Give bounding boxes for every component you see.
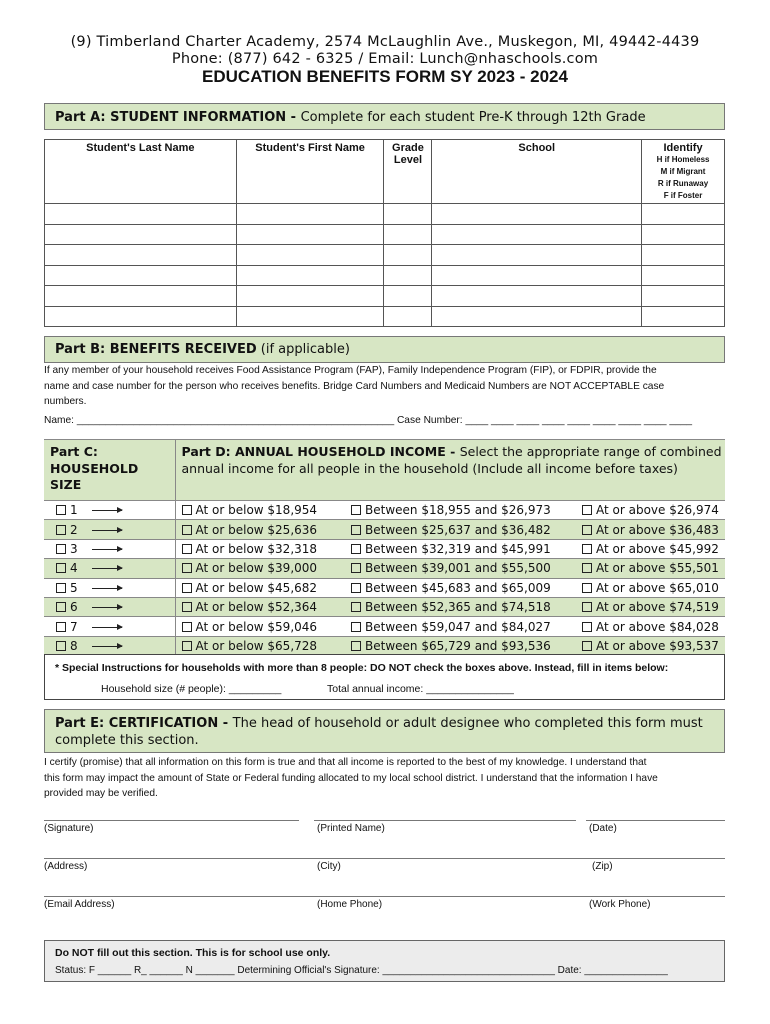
- income-high-option[interactable]: [576, 559, 725, 578]
- option-label: 2: [70, 522, 78, 537]
- work-phone-label: (Work Phone): [589, 899, 651, 910]
- arrow-right-icon: [92, 530, 122, 531]
- checkbox-icon[interactable]: [182, 505, 192, 515]
- part-b-header: [44, 336, 725, 363]
- special-instructions-text: * Special Instructions for households with more than 8 people: DO NOT check the boxes above. Instead, fill in items below:: [55, 662, 669, 674]
- identify-migrant: M if Migrant: [660, 167, 706, 176]
- checkbox-icon[interactable]: [56, 583, 66, 593]
- option-label: Between $25,637 and $36,482: [365, 522, 551, 537]
- form-title: EDUCATION BENEFITS FORM SY 2023 - 2024: [202, 67, 568, 86]
- checkbox-icon[interactable]: [582, 641, 592, 651]
- col-school: School: [432, 140, 642, 204]
- income-mid-option[interactable]: [345, 636, 576, 655]
- household-size-option[interactable]: [44, 578, 175, 597]
- signature-line[interactable]: [44, 820, 299, 821]
- option-label: Between $45,683 and $65,009: [365, 580, 551, 595]
- arrow-right-icon: [92, 568, 122, 569]
- income-row: [44, 520, 725, 539]
- checkbox-icon[interactable]: [582, 525, 592, 535]
- part-c-line3: SIZE: [50, 477, 82, 492]
- part-a-title: Part A: STUDENT INFORMATION -: [55, 110, 301, 125]
- part-d-header: [175, 440, 725, 501]
- income-high-option[interactable]: [576, 597, 725, 616]
- income-mid-option[interactable]: [345, 597, 576, 616]
- checkbox-icon[interactable]: [582, 602, 592, 612]
- printed-name-line[interactable]: [314, 820, 576, 821]
- income-row: [44, 539, 725, 558]
- part-d-title: Part D: ANNUAL HOUSEHOLD INCOME -: [181, 444, 460, 459]
- checkbox-icon[interactable]: [182, 641, 192, 651]
- option-label: Between $32,319 and $45,991: [365, 541, 551, 556]
- option-label: 8: [70, 638, 78, 653]
- cert-line1: I certify (promise) that all information on this form is true and that all income is reported to the best of my knowledge. I understand that: [44, 757, 647, 768]
- checkbox-icon[interactable]: [182, 583, 192, 593]
- option-label: At or above $36,483: [596, 522, 719, 537]
- school-use-box: [44, 940, 725, 982]
- income-low-option[interactable]: [175, 520, 345, 539]
- part-c-line2: HOUSEHOLD: [50, 460, 139, 476]
- printed-name-label: (Printed Name): [317, 823, 385, 834]
- income-row: [44, 501, 725, 520]
- option-label: At or above $45,992: [596, 541, 719, 556]
- income-low-option[interactable]: [175, 617, 345, 636]
- income-low-option[interactable]: [175, 539, 345, 558]
- col-identify: [642, 140, 725, 204]
- option-label: At or below $32,318: [195, 541, 318, 556]
- income-low-option[interactable]: [175, 636, 345, 655]
- school-contact: Phone: (877) 642 - 6325 / Email: Lunch@nhaschools.com: [171, 51, 599, 67]
- option-label: At or above $65,010: [596, 580, 719, 595]
- contact-line[interactable]: [44, 896, 725, 897]
- checkbox-icon[interactable]: [351, 525, 361, 535]
- option-label: At or above $55,501: [596, 561, 719, 576]
- checkbox-icon[interactable]: [56, 544, 66, 554]
- part-d-subtitle: Select the appropriate range of combined annual income for all people in the household (Include all income before taxes): [181, 444, 722, 476]
- student-table: [44, 139, 725, 327]
- household-size-option[interactable]: [44, 636, 175, 655]
- part-e-subtitle: The head of household or adult designee who completed this form must complete this section.: [55, 716, 703, 748]
- student-row: [45, 245, 725, 266]
- option-label: At or below $18,954: [195, 503, 318, 518]
- option-label: At or above $26,974: [596, 503, 719, 518]
- household-size-option[interactable]: [44, 617, 175, 636]
- date-label: (Date): [589, 823, 617, 834]
- income-table: [44, 439, 725, 655]
- identify-label: Identify: [663, 142, 703, 154]
- income-row: [44, 636, 725, 655]
- income-mid-option[interactable]: [345, 539, 576, 558]
- part-b-line1: If any member of your household receives Food Assistance Program (FAP), Family Independence Program (FIP), or FDPIR, provide the: [44, 365, 657, 376]
- household-size-option[interactable]: [44, 597, 175, 616]
- arrow-right-icon: [92, 588, 122, 589]
- checkbox-icon[interactable]: [182, 602, 192, 612]
- income-low-option[interactable]: [175, 559, 345, 578]
- identify-homeless: H if Homeless: [656, 155, 710, 164]
- household-size-option[interactable]: [44, 559, 175, 578]
- option-label: At or below $25,636: [195, 522, 318, 537]
- part-a-subtitle: Complete for each student Pre-K through 12th Grade: [300, 110, 646, 125]
- checkbox-icon[interactable]: [182, 525, 192, 535]
- col-first-name: Student's First Name: [236, 140, 384, 204]
- part-b-instructions: [44, 363, 730, 428]
- checkbox-icon[interactable]: [182, 563, 192, 573]
- arrow-right-icon: [92, 549, 122, 550]
- checkbox-icon[interactable]: [351, 505, 361, 515]
- option-label: At or above $93,537: [596, 638, 719, 653]
- checkbox-icon[interactable]: [351, 583, 361, 593]
- option-label: At or below $52,364: [195, 600, 318, 615]
- address-label: (Address): [44, 861, 88, 872]
- part-c-header: [44, 440, 175, 501]
- student-row: [45, 224, 725, 245]
- special-instructions-box: [44, 654, 725, 700]
- checkbox-icon[interactable]: [182, 544, 192, 554]
- option-label: 4: [70, 561, 78, 576]
- signature-label: (Signature): [44, 823, 94, 834]
- checkbox-icon[interactable]: [182, 622, 192, 632]
- checkbox-icon[interactable]: [351, 622, 361, 632]
- part-e-header: [44, 709, 725, 753]
- student-row: [45, 265, 725, 286]
- checkbox-icon[interactable]: [56, 563, 66, 573]
- student-row: [45, 306, 725, 327]
- household-size-option[interactable]: [44, 501, 175, 520]
- address-line[interactable]: [44, 858, 725, 859]
- option-label: 6: [70, 600, 78, 615]
- part-b-subtitle: (if applicable): [256, 342, 350, 357]
- school-use-title: Do NOT fill out this section. This is for school use only.: [55, 947, 331, 959]
- option-label: Between $65,729 and $93,536: [365, 638, 551, 653]
- total-income-field[interactable]: Total annual income: _______________: [327, 683, 514, 695]
- student-row: [45, 204, 725, 225]
- income-high-option[interactable]: [576, 520, 725, 539]
- col-last-name: Student's Last Name: [45, 140, 237, 204]
- income-low-option[interactable]: [175, 578, 345, 597]
- income-high-option[interactable]: [576, 501, 725, 520]
- col-grade: [384, 140, 432, 204]
- email-label: (Email Address): [44, 899, 115, 910]
- grade-label-2: Level: [393, 154, 423, 166]
- checkbox-icon[interactable]: [56, 622, 66, 632]
- option-label: Between $18,955 and $26,973: [365, 503, 551, 518]
- part-b-title: Part B: BENEFITS RECEIVED: [55, 342, 257, 357]
- checkbox-icon[interactable]: [351, 563, 361, 573]
- option-label: 3: [70, 541, 78, 556]
- income-row: [44, 578, 725, 597]
- income-row: [44, 559, 725, 578]
- option-label: 7: [70, 619, 78, 634]
- grade-label-1: Grade: [392, 142, 424, 154]
- checkbox-icon[interactable]: [582, 505, 592, 515]
- school-use-status: Status: F ______ R_ ______ N _______ Determining Official's Signature: _______________________________ Date: _______________: [55, 965, 668, 976]
- student-row: [45, 286, 725, 307]
- arrow-right-icon: [92, 607, 122, 608]
- arrow-right-icon: [92, 646, 122, 647]
- cert-line3: provided may be verified.: [44, 788, 158, 799]
- option-label: 1: [70, 503, 78, 518]
- zip-label: (Zip): [592, 861, 613, 872]
- part-e-title: Part E: CERTIFICATION -: [55, 716, 233, 731]
- income-mid-option[interactable]: [345, 578, 576, 597]
- checkbox-icon[interactable]: [582, 583, 592, 593]
- income-high-option[interactable]: [576, 539, 725, 558]
- checkbox-icon[interactable]: [582, 544, 592, 554]
- date-line[interactable]: [586, 820, 725, 821]
- option-label: At or above $74,519: [596, 600, 719, 615]
- checkbox-icon[interactable]: [351, 544, 361, 554]
- household-size-option[interactable]: [44, 539, 175, 558]
- option-label: Between $52,365 and $74,518: [365, 600, 551, 615]
- school-address: (9) Timberland Charter Academy, 2574 McLaughlin Ave., Muskegon, MI, 49442-4439: [70, 34, 700, 50]
- option-label: At or below $39,000: [195, 561, 318, 576]
- benefits-name-case-field[interactable]: Name: ________________________________________________________ Case Number: ____ ____ ____ ____ ____ ____ ____ ____ ____: [44, 414, 693, 426]
- household-size-field[interactable]: Household size (# people): _________: [101, 683, 282, 695]
- checkbox-icon[interactable]: [56, 641, 66, 651]
- income-high-option[interactable]: [576, 617, 725, 636]
- part-c-line1: Part C:: [50, 444, 98, 459]
- checkbox-icon[interactable]: [582, 563, 592, 573]
- option-label: At or below $59,046: [195, 619, 318, 634]
- checkbox-icon[interactable]: [351, 602, 361, 612]
- option-label: Between $39,001 and $55,500: [365, 561, 551, 576]
- income-mid-option[interactable]: [345, 617, 576, 636]
- checkbox-icon[interactable]: [351, 641, 361, 651]
- checkbox-icon[interactable]: [582, 622, 592, 632]
- certification-text: [44, 755, 730, 802]
- income-mid-option[interactable]: [345, 520, 576, 539]
- income-low-option[interactable]: [175, 501, 345, 520]
- arrow-right-icon: [92, 627, 122, 628]
- income-high-option[interactable]: [576, 636, 725, 655]
- city-label: (City): [317, 861, 341, 872]
- part-b-line2: name and case number for the person who receives benefits. Bridge Card Numbers and Medicaid Numbers are NOT ACCEPTABLE case: [44, 380, 665, 392]
- option-label: 5: [70, 580, 78, 595]
- option-label: At or above $84,028: [596, 619, 719, 634]
- option-label: At or below $65,728: [195, 638, 318, 653]
- arrow-right-icon: [92, 510, 122, 511]
- checkbox-icon[interactable]: [56, 525, 66, 535]
- income-low-option[interactable]: [175, 597, 345, 616]
- option-label: At or below $45,682: [195, 580, 318, 595]
- checkbox-icon[interactable]: [56, 602, 66, 612]
- identify-foster: F if Foster: [663, 191, 703, 200]
- household-size-option[interactable]: [44, 520, 175, 539]
- option-label: Between $59,047 and $84,027: [365, 619, 551, 634]
- income-row: [44, 597, 725, 616]
- income-high-option[interactable]: [576, 578, 725, 597]
- cert-line2: this form may impact the amount of State or Federal funding allocated to my local school district. I understand that the information I have: [44, 772, 658, 784]
- part-b-line3: numbers.: [44, 396, 87, 407]
- identify-runaway: R if Runaway: [657, 179, 709, 188]
- part-a-header: [44, 103, 725, 130]
- home-phone-label: (Home Phone): [317, 899, 383, 910]
- checkbox-icon[interactable]: [56, 505, 66, 515]
- income-mid-option[interactable]: [345, 559, 576, 578]
- income-row: [44, 617, 725, 636]
- income-mid-option[interactable]: [345, 501, 576, 520]
